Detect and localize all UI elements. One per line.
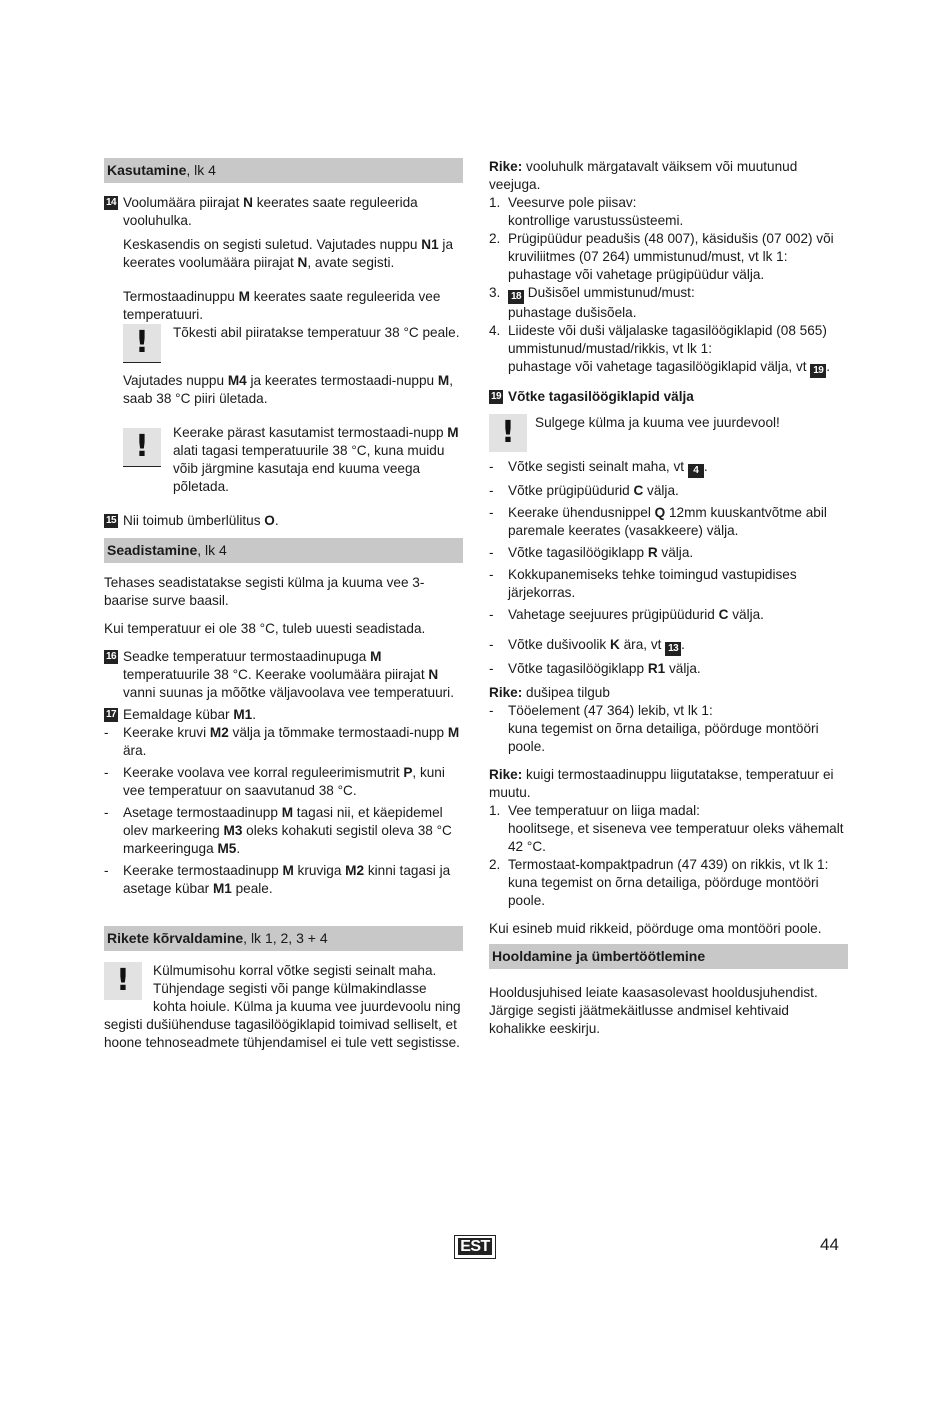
paragraph-muid-rikkeid: Kui esineb muid rikkeid, pöörduge oma montööri poole. bbox=[489, 921, 822, 936]
section-header-rikete: Rikete kõrvaldamine, lk 1, 2, 3 + 4 bbox=[104, 926, 463, 951]
step-number-badge: 4 bbox=[688, 464, 704, 478]
warning-box-1: ! Tõkesti abil piiratakse temperatuur 38 °C peale. bbox=[104, 324, 463, 364]
list-item: 2. Prügipüüdur peadušis (48 007), käsidušis (07 002) või kruviliitmes (07 264) ummistunud/must, vt lk 1: puhastage või vahetage prügipüüdur välja. bbox=[489, 231, 834, 282]
left-column bbox=[104, 158, 463, 1052]
list-item: - Tööelement (47 364) lekib, vt lk 1: kuna tegemist on õrna detailiga, pöörduge montööri poole. bbox=[489, 702, 848, 756]
section-header-kasutamine: Kasutamine, lk 4 bbox=[104, 158, 463, 183]
list-item: - Keerake ühendusnippel Q 12mm kuuskantvõtme abil paremale keerates (vasakkeere) välja. bbox=[489, 504, 848, 540]
list-item: - Võtke prügipüüdurid C välja. bbox=[489, 482, 848, 500]
step-19-heading: 19 Võtke tagasilöögiklapid välja bbox=[490, 389, 694, 404]
warning-box-2: ! Keerake pärast kasutamist termostaadi-nupp M alati tagasi temperatuurile 38 °C, kuna muidu võib järgmine kasutaja end kuuma veega põletada. bbox=[104, 424, 463, 496]
step-number-badge: 14 bbox=[105, 197, 117, 208]
warning-box-4: ! Sulgege külma ja kuuma vee juurdevool! bbox=[489, 414, 848, 454]
paragraph-kui-temperatuur: Kui temperatuur ei ole 38 °C, tuleb uuesti seadistada. bbox=[104, 621, 426, 636]
paragraph-tehases: Tehases seadistatakse segisti külma ja kuuma vee 3-baarise surve baasil. bbox=[104, 575, 425, 608]
list-item: 3. 18 Dušisõel ummistunud/must: puhastage dušisõela. bbox=[489, 285, 695, 320]
list-item: - Võtke segisti seinalt maha, vt 4 . bbox=[489, 458, 848, 478]
step-number-badge: 15 bbox=[105, 515, 117, 526]
paragraph-vajutades: Vajutades nuppu M4 ja keerates termostaadi-nuppu M, saab 38 °C piiri ületada. bbox=[123, 373, 453, 406]
step-number-badge: 19 bbox=[490, 391, 502, 402]
list-item: - Asetage termostaadinupp M tagasi nii, et käepidemel olev markeering M3 oleks kohakuti segistil oleva 38 °C markeeringuga M5. bbox=[104, 804, 463, 858]
list-item: - Kokkupanemiseks tehke toimingud vastupidises järjekorras. bbox=[489, 566, 848, 602]
step-number-badge: 18 bbox=[508, 290, 524, 304]
language-badge: EST bbox=[454, 1235, 496, 1259]
exclamation-warning-icon: ! bbox=[489, 414, 527, 452]
right-column bbox=[489, 158, 848, 1038]
list-item: 2. Termostaat-kompaktpadrun (47 439) on rikkis, vt lk 1: kuna tegemist on õrna detailiga, pöörduge montööri poole. bbox=[489, 857, 829, 908]
section-header-seadistamine: Seadistamine, lk 4 bbox=[104, 538, 463, 563]
step-number-badge: 17 bbox=[105, 709, 117, 720]
exclamation-warning-icon: ! bbox=[123, 324, 161, 363]
section-header-hooldamine: Hooldamine ja ümbertöötlemine bbox=[489, 944, 848, 969]
step-15: 15 Nii toimub ümberlülitus O. bbox=[105, 513, 279, 528]
step-16: 16 Seadke temperatuur termostaadinupuga M temperatuurile 38 °C. Keerake voolumäära piirajat N vanni suunas ja mõõtke väljavoolava vee temperatuuri. bbox=[105, 649, 454, 700]
warning-box-3: ! Külmumisohu korral võtke segisti seinalt maha. Tühjendage segisti või pange külmakindlasse kohta hoiule. Külma ja kuuma vee juurdevoolu ning segisti dušiühenduse tagasilöögiklapid toimivad selliselt, et hoone tehnoseadmete tühjendamisel ei tule vett segistisse. bbox=[104, 963, 461, 1050]
list-item: - Võtke tagasilöögiklapp R1 välja. bbox=[489, 660, 848, 678]
step-number-badge: 16 bbox=[105, 651, 117, 662]
step-17: 17 Eemaldage kübar M1. bbox=[105, 707, 257, 722]
paragraph-keskasend: Keskasendis on segisti suletud. Vajutades nuppu N1 ja keerates voolumäära piirajat N, avate segisti. bbox=[123, 237, 454, 270]
exclamation-warning-icon: ! bbox=[104, 962, 142, 1000]
page-number: 44 bbox=[820, 1235, 839, 1254]
step-14: 14 Voolumäära piirajat N keerates saate reguleerida vooluhulka. bbox=[105, 195, 418, 228]
list-item: - Keerake kruvi M2 välja ja tõmmake termostaadi-nupp M ära. bbox=[104, 724, 463, 760]
list-item: 1. Veesurve pole piisav: kontrollige varustussüsteemi. bbox=[489, 195, 684, 228]
list-item: 4. Liideste või duši väljalaske tagasilöögiklapid (08 565) ummistunud/mustad/rikkis, vt lk 1: puhastage või vahetage tagasilöögiklapid välja, vt 19 . bbox=[489, 323, 831, 376]
rike-dusipea: Rike: dušipea tilgub bbox=[489, 685, 610, 700]
list-item: - Võtke tagasilöögiklapp R välja. bbox=[489, 544, 848, 562]
rike-vooluhulk: Rike: vooluhulk märgatavalt väiksem või muutunud veejuga. bbox=[489, 159, 798, 192]
step-number-badge: 19 bbox=[810, 364, 826, 378]
list-item: - Vahetage seejuures prügipüüdurid C välja. bbox=[489, 606, 848, 624]
exclamation-warning-icon: ! bbox=[123, 428, 161, 467]
rike-termostaadinupp: Rike: kuigi termostaadinuppu liigutatakse, temperatuur ei muutu. bbox=[489, 767, 834, 800]
paragraph-termostaadinupp: Termostaadinuppu M keerates saate reguleerida vee temperatuuri. bbox=[123, 289, 441, 322]
list-item: - Keerake voolava vee korral reguleerimismutrit P, kuni vee temperatuur on saavutanud 38 °C. bbox=[104, 764, 463, 800]
paragraph-hooldusjuhised: Hooldusjuhised leiate kaasasolevast hooldusjuhendist. Järgige segisti jäätmekäitlusse andmisel kehtivaid kohalikke eeskirju. bbox=[489, 985, 818, 1036]
step-number-badge: 13 bbox=[665, 642, 681, 656]
list-item: 1. Vee temperatuur on liiga madal: hoolitsege, et siseneva vee temperatuur oleks vähemalt 42 °C. bbox=[489, 803, 844, 854]
list-item: - Keerake termostaadinupp M kruviga M2 kinni tagasi ja asetage kübar M1 peale. bbox=[104, 862, 463, 898]
list-item: - Võtke dušivoolik K ära, vt 13 . bbox=[489, 636, 848, 656]
